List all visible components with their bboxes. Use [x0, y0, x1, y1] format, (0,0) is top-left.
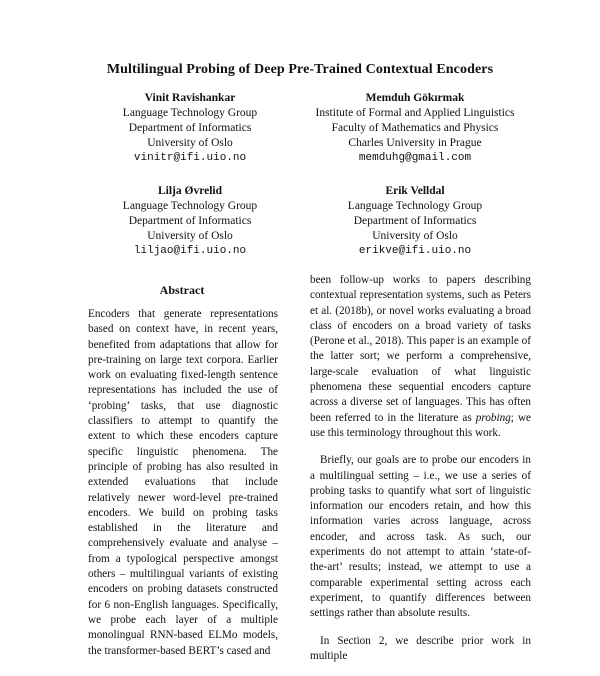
body-paragraph: In Section 2, we describe prior work in multiple	[310, 634, 531, 662]
abstract-heading: Abstract	[159, 283, 205, 297]
author-block	[290, 91, 540, 166]
author-email: memduhg@gmail.com	[358, 152, 472, 164]
author-name: Vinit Ravishankar	[144, 92, 236, 104]
author-name: Memduh Gökırmak	[365, 92, 465, 104]
body-paragraph	[310, 273, 531, 441]
author-affiliation-line: University of Oslo	[372, 230, 458, 242]
author-name: Erik Velldal	[385, 185, 445, 197]
author-name: Lilja Øvrelid	[158, 185, 222, 197]
author-affiliation-line: Language Technology Group	[122, 107, 258, 119]
author-block	[290, 184, 540, 259]
body-emphasis: probing	[475, 411, 511, 424]
author-affiliation-line: Department of Informatics	[128, 215, 252, 227]
author-affiliation-line: Department of Informatics	[353, 215, 477, 227]
author-affiliation-line: Charles University in Prague	[348, 137, 482, 149]
author-email: erikve@ifi.uio.no	[358, 245, 472, 257]
author-affiliation-line: Faculty of Mathematics and Physics	[331, 122, 499, 134]
author-affiliation-line: Institute of Formal and Applied Linguistics	[315, 107, 515, 119]
body-text: been follow-up works to papers describing contextual representation systems, such as Peters et al. (2018b), or novel works evaluating a broad class of encoders on a broad variety of tasks (Perone et al., 2018). This paper is an example of the latter sort; we perform a comprehensive, large-scale evaluation of what linguistic phenomena these sequential encoders capture across a diverse set of languages. This has often been referred to in the literature as	[310, 274, 531, 424]
author-affiliation-line: University of Oslo	[147, 230, 233, 242]
author-affiliation-line: Language Technology Group	[122, 200, 258, 212]
author-affiliation-line: Department of Informatics	[128, 122, 252, 134]
author-block	[100, 184, 280, 259]
paper-title: Multilingual Probing of Deep Pre-Trained Contextual Encoders	[106, 62, 494, 77]
body-text: ; we use this terminology throughout this work.	[310, 411, 532, 439]
author-affiliation-line: Language Technology Group	[347, 200, 483, 212]
body-paragraph: Briefly, our goals are to probe our encoders in a multilingual setting – i.e., we use a series of probing tasks to quantify what sort of linguistic information our encoders retain, and how this information varies across language, across encoder, and across task. As such, our experiments do not attempt to attain ‘state-of-the-art’ results; instead, we attempt to use a comparable experimental setting across each experiment, to quantify differences between settings rather than absolute results.	[310, 454, 531, 620]
body-column-right	[310, 273, 531, 676]
author-block	[100, 91, 280, 166]
abstract-text: Encoders that generate representations based on context have, in recent years, benefited from adaptations that allow for pre-training on large text corpora. Earlier work on evaluating fixed-length sentence representations has included the use of ‘probing’ tasks, that use diagnostic classifiers to attempt to quantify the extent to which these encoders capture specific linguistic phenomena. The principle of probing has also resulted in extended evaluations that include relatively newer word-level pre-trained encoders. We build on probing tasks established in the literature and comprehensively evaluate and analyse – from a typological perspective amongst others – multilingual variants of existing encoders on probing datasets constructed for 6 non-English languages. Specifically, we probe each layer of a multiple monolingual RNN-based ELMo models, the transformer-based BERT’s cased and	[88, 308, 278, 657]
author-email: vinitr@ifi.uio.no	[133, 152, 247, 164]
author-email: liljao@ifi.uio.no	[133, 245, 247, 257]
abstract-column	[88, 307, 278, 671]
author-affiliation-line: University of Oslo	[147, 137, 233, 149]
